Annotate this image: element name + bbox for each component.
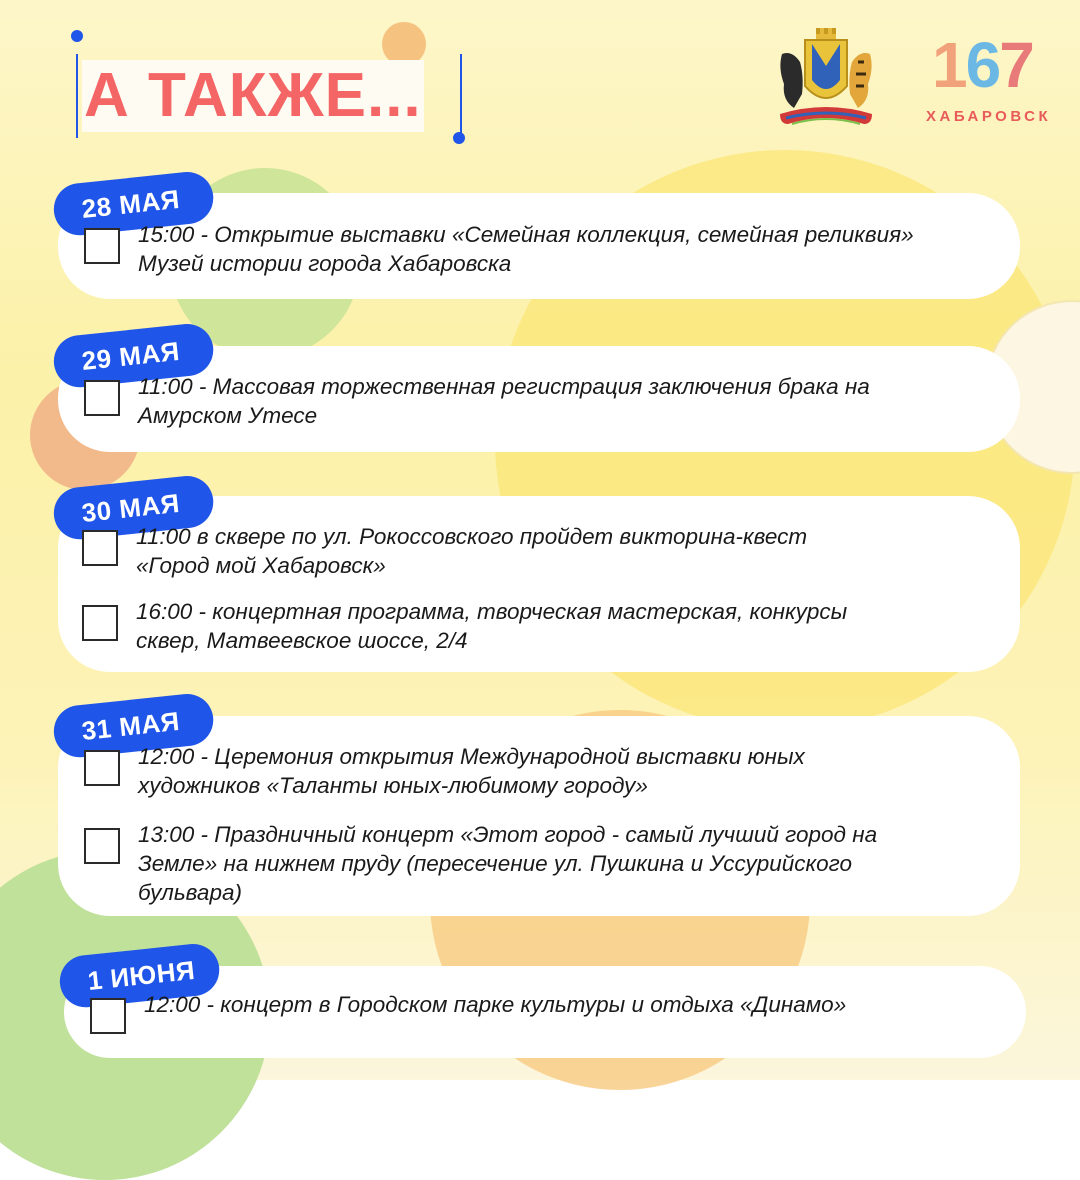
event-text-line: 16:00 - концертная программа, творческая мастерская, конкурсы — [136, 599, 848, 624]
event-text — [144, 990, 846, 1019]
event-checkbox[interactable] — [82, 605, 118, 641]
logo-city-name: ХАБАРОВСК — [926, 108, 1052, 125]
event-checkbox[interactable] — [84, 228, 120, 264]
list-item — [84, 372, 870, 430]
khabarovsk-coat-of-arms-icon — [772, 28, 880, 130]
event-text-line: Земле» на нижнем пруду (пересечение ул. Пушкина и Уссурийского — [138, 851, 853, 876]
logo-digit: 7 — [999, 29, 1033, 101]
date-badge: 28 МАЯ — [51, 169, 216, 237]
event-text-line: 11:00 - Массовая торжественная регистрация заключения брака на — [138, 374, 870, 399]
event-text — [138, 820, 877, 907]
event-text — [136, 522, 807, 580]
event-text — [138, 220, 914, 278]
event-text — [138, 372, 870, 430]
list-item — [84, 220, 914, 278]
event-text-line: 13:00 - Праздничный концерт «Этот город - самый лучший город на — [138, 822, 878, 847]
date-badge: 1 ИЮНЯ — [57, 941, 222, 1009]
event-text-line: Музей истории города Хабаровска — [138, 251, 512, 276]
event-checkbox[interactable] — [82, 530, 118, 566]
event-text-line: сквер, Матвеевское шоссе, 2/4 — [136, 628, 468, 653]
event-checkbox[interactable] — [90, 998, 126, 1034]
event-text-line: 12:00 - концерт в Городском парке культуры и отдыха «Динамо» — [144, 992, 847, 1017]
event-text-line: художников «Таланты юных-любимому городу» — [138, 773, 648, 798]
event-text-line: «Город мой Хабаровск» — [136, 553, 386, 578]
event-text-line: бульвара) — [138, 880, 242, 905]
list-item — [84, 820, 877, 907]
title-frame-dot-top — [71, 30, 83, 42]
date-badge: 31 МАЯ — [51, 691, 216, 759]
event-checkbox[interactable] — [84, 380, 120, 416]
list-item — [82, 522, 807, 580]
list-item — [90, 990, 846, 1034]
date-badge: 29 МАЯ — [51, 321, 216, 389]
event-checkbox[interactable] — [84, 750, 120, 786]
logo-167-digits — [932, 28, 1033, 102]
event-text — [136, 597, 847, 655]
event-checkbox[interactable] — [84, 828, 120, 864]
title-block — [76, 36, 460, 136]
page-title: А ТАКЖЕ... — [84, 61, 422, 130]
logo-digit: 1 — [932, 29, 966, 101]
event-text — [138, 742, 805, 800]
list-item — [84, 742, 805, 800]
date-badge: 30 МАЯ — [51, 473, 216, 541]
list-item — [82, 597, 847, 655]
event-text-line: 11:00 в сквере по ул. Рокоссовского пройдет викторина-квест — [136, 524, 808, 549]
event-text-line: Амурском Утесе — [138, 403, 318, 428]
event-text-line: 15:00 - Открытие выставки «Семейная коллекция, семейная реликвия» — [138, 222, 914, 247]
logo-digit: 6 — [965, 29, 1000, 101]
anniversary-167-logo — [924, 28, 1060, 128]
title-frame-dot-bottom — [453, 132, 465, 144]
event-text-line: 12:00 - Церемония открытия Международной выставки юных — [138, 744, 805, 769]
